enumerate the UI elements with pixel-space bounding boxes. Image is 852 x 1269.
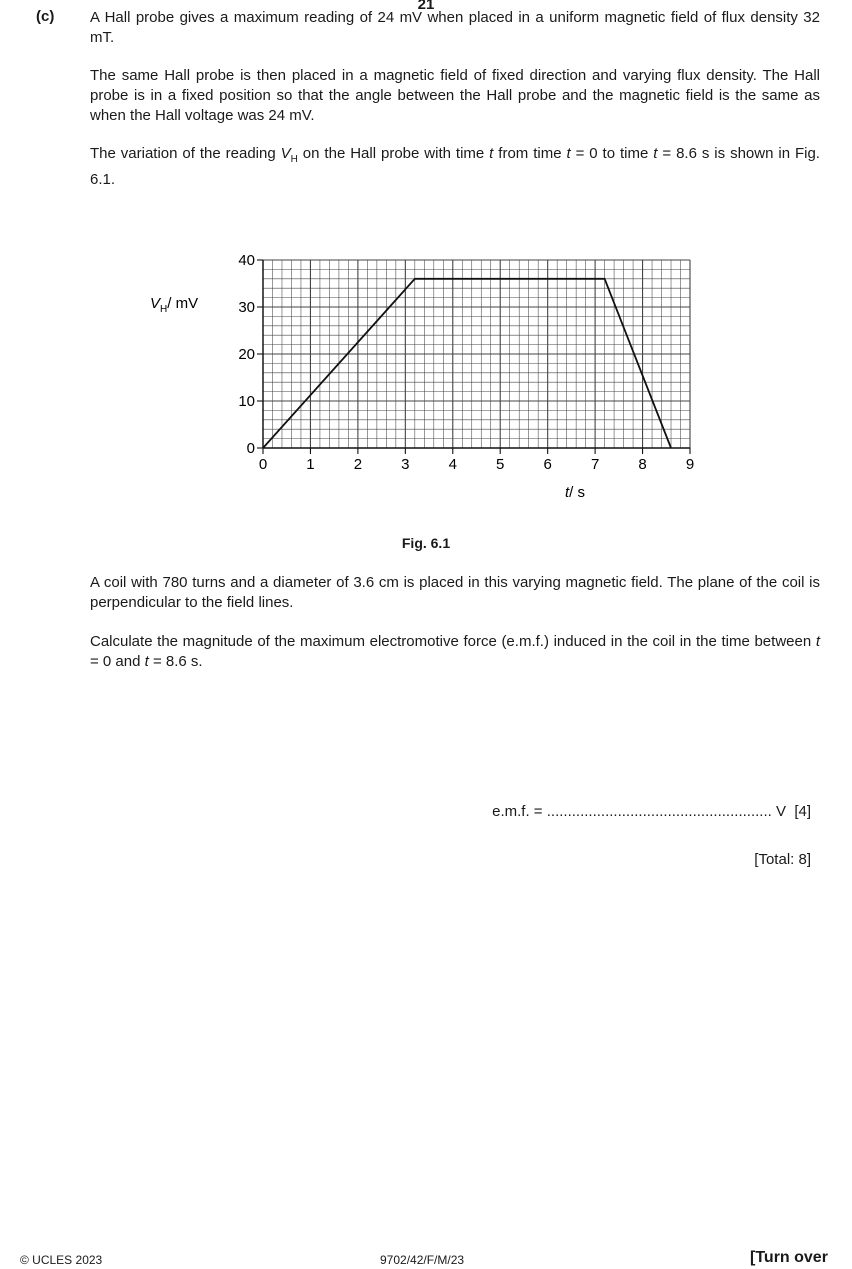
x-tick-label: 3 <box>401 456 410 473</box>
footer-turn-over: [Turn over <box>750 1249 828 1266</box>
y-tick-label: 40 <box>238 252 255 269</box>
answer-marks: [4] <box>794 803 811 820</box>
y-tick-label: 30 <box>238 299 255 316</box>
chart-grid <box>263 260 690 448</box>
question-paragraph-2: The same Hall probe is then placed in a magnetic field of fixed direction and varying flux density. The Hall probe is in a fixed position so that the angle between the Hall probe and the magnetic field is the same as when the Hall voltage was 24 mV. <box>90 67 820 124</box>
answer-label: e.m.f. = <box>492 803 547 820</box>
y-axis-label: $V_H/$ mV <box>150 295 199 315</box>
question-paragraph-3: The variation of the reading $V_H$ on the Hall probe with time t from time t = 0 to time t = 8.6 s is shown in Fig. 6.1. <box>90 145 820 188</box>
question-paragraph-1: A Hall probe gives a maximum reading of 24 mV when placed in a uniform magnetic field of flux density 32 mT. <box>90 9 820 46</box>
footer-code: 9702/42/F/M/23 <box>380 1253 465 1267</box>
x-tick-label: 2 <box>353 456 363 473</box>
answer-line <box>492 803 811 820</box>
question-paragraph-4: A coil with 780 turns and a diameter of 3.6 cm is placed in this varying magnetic field. The plane of the coil is perpendicular to the field lines. <box>90 574 820 611</box>
x-tick-label: 1 <box>306 456 315 473</box>
x-tick-label: 4 <box>448 456 457 473</box>
x-tick-label: 5 <box>496 456 505 473</box>
answer-unit: V <box>771 803 786 820</box>
y-tick-label: 20 <box>238 346 255 363</box>
y-tick-label: 10 <box>238 393 255 410</box>
x-tick-label: 0 <box>258 456 268 473</box>
page-number: 21 <box>417 0 435 13</box>
question-label: (c) <box>36 8 55 25</box>
x-tick-label: 9 <box>685 456 695 473</box>
question-paragraph-5: Calculate the magnitude of the maximum electromotive force (e.m.f.) induced in the coil in the time between t = 0 and t = 8.6 s. <box>90 633 820 670</box>
total-marks: [Total: 8] <box>754 851 811 868</box>
y-tick-label: 0 <box>246 440 255 457</box>
figure-caption: Fig. 6.1 <box>401 535 451 551</box>
x-tick-label: 6 <box>543 456 552 473</box>
answer-dots[interactable]: ...................................................... <box>546 803 772 820</box>
x-tick-label: 8 <box>638 456 647 473</box>
x-axis-label: t/ s <box>565 484 586 501</box>
vh-time-graph <box>0 0 852 530</box>
footer-copyright: © UCLES 2023 <box>20 1253 103 1267</box>
x-tick-label: 7 <box>590 456 600 473</box>
